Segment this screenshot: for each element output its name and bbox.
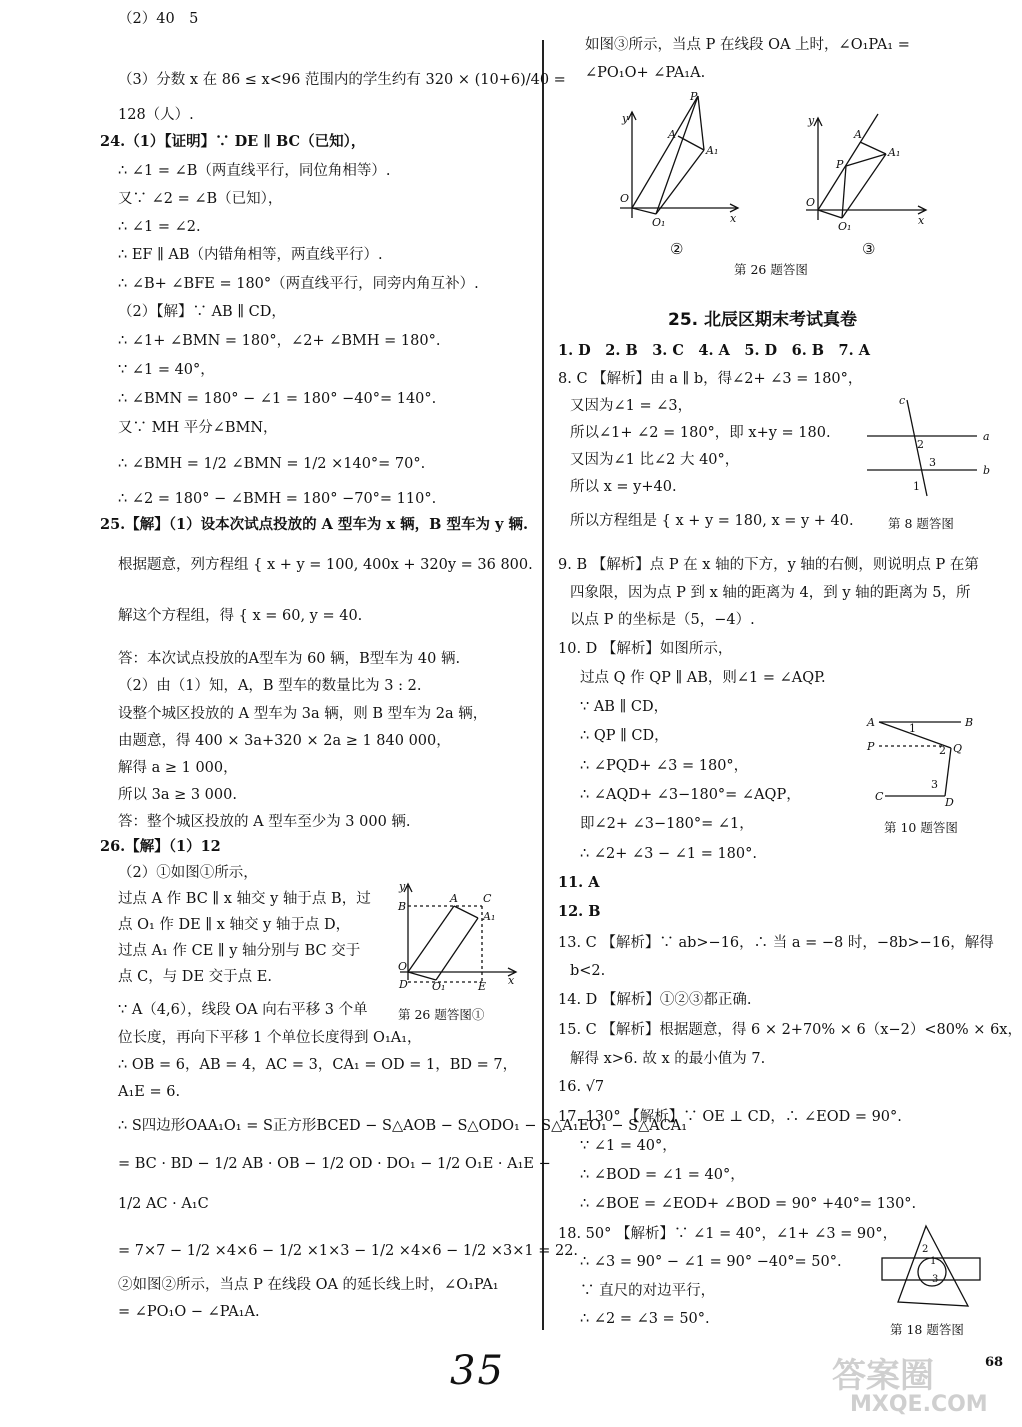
line: 1/2 AC · A₁C <box>118 1196 209 1212</box>
fig26-1-diagram <box>390 880 520 992</box>
svg-text:y: y <box>399 880 406 893</box>
q24-heading: 24.（1）【证明】∵ DE ∥ BC（已知）， <box>100 133 366 150</box>
line: 以点 P 的坐标是（5，−4）. <box>570 612 755 628</box>
line: ∴ ∠2 = ∠3 = 50°. <box>580 1311 710 1327</box>
svg-text:3: 3 <box>932 1274 939 1285</box>
line: 13. C 【解析】∵ ab>−16，∴ 当 a = −8 时，−8b>−16，解得 <box>558 935 994 951</box>
line: ∴ ∠2+ ∠3 − ∠1 = 180°. <box>580 846 757 862</box>
svg-text:P: P <box>690 90 698 103</box>
handwritten-page-number: 35 <box>450 1348 505 1394</box>
svg-text:x: x <box>508 974 515 987</box>
svg-text:C: C <box>483 892 492 905</box>
svg-text:B: B <box>398 900 407 913</box>
svg-text:O: O <box>398 960 408 973</box>
line: 所以∠1+ ∠2 = 180°，即 x+y = 180. <box>570 425 831 441</box>
line: 10. D 【解析】如图所示， <box>558 641 733 657</box>
line: ∠PO₁O+ ∠PA₁A. <box>585 65 706 81</box>
line: 四象限，因为点 P 到 x 轴的距离为 4，到 y 轴的距离为 5，所 <box>570 585 971 601</box>
line: 过点 A 作 BC ∥ x 轴交 y 轴于点 B，过 <box>118 891 371 907</box>
line: 解得 a ≥ 1 000， <box>118 760 238 776</box>
line: = BC · BD − 1/2 AB · OB − 1/2 OD · DO₁ − 1/2 O₁E · A₁E − <box>118 1156 551 1172</box>
svg-text:A: A <box>450 892 458 905</box>
line: ∴ S四边形OAA₁O₁ = S正方形BCED − S△AOB − S△ODO₁ − S△A₁EO₁ − S△ACA₁ <box>118 1118 688 1134</box>
line: ∵ 直尺的对边平行， <box>580 1283 716 1299</box>
line: （2）由（1）知，A，B 型车的数量比为 3 : 2. <box>118 678 422 694</box>
line: 18. 50° 【解析】∵ ∠1 = 40°，∠1+ ∠3 = 90°， <box>558 1226 898 1242</box>
line: 根据题意，列方程组 { x + y = 100, 400x + 320y = 36 800. <box>118 557 533 573</box>
svg-text:E: E <box>478 980 487 993</box>
line: 位长度，再向下平移 1 个单位长度得到 O₁A₁， <box>118 1030 422 1046</box>
line: 解这个方程组，得 { x = 60, y = 40. <box>118 608 363 624</box>
line: 8. C 【解析】由 a ∥ b，得∠2+ ∠3 = 180°， <box>558 371 863 387</box>
section-title: 25. 北辰区期末考试真卷 <box>668 310 858 330</box>
line: 又∵ ∠2 = ∠B（已知）， <box>118 191 283 207</box>
line: 又因为∠1 = ∠3， <box>570 398 693 414</box>
line: 16. √7 <box>558 1079 605 1095</box>
line: ∴ ∠1 = ∠B（两直线平行，同位角相等）. <box>118 163 391 179</box>
line: 过点 A₁ 作 CE ∥ y 轴分别与 BC 交于 <box>118 943 361 959</box>
line: （2）①如图①所示， <box>118 865 258 881</box>
line: 17. 130° 【解析】∵ OE ⊥ CD，∴ ∠EOD = 90°. <box>558 1109 902 1125</box>
line: 12. B <box>558 903 601 920</box>
line: ∴ ∠AQD+ ∠3−180°= ∠AQP， <box>580 787 801 803</box>
fig26-2-label: ② <box>670 240 684 258</box>
q26-heading: 26.【解】（1）12 <box>100 838 221 855</box>
line: ∵ A（4,6），线段 OA 向右平移 3 个单 <box>118 1002 368 1018</box>
line: 设整个城区投放的 A 型车为 3a 辆，则 B 型车为 2a 辆， <box>118 706 488 722</box>
svg-text:a: a <box>983 430 990 443</box>
line: 答：整个城区投放的 A 型车至少为 3 000 辆. <box>118 814 411 830</box>
line: ∵ AB ∥ CD， <box>580 699 669 715</box>
line: 解得 x>6. 故 x 的最小值为 7. <box>570 1051 766 1067</box>
svg-text:b: b <box>983 464 991 477</box>
line: 128（人）. <box>118 107 194 123</box>
svg-text:2: 2 <box>922 1244 929 1255</box>
line: A₁E = 6. <box>118 1084 181 1100</box>
line: = ∠PO₁O − ∠PA₁A. <box>118 1304 260 1320</box>
line: ∵ ∠1 = 40°， <box>118 362 215 378</box>
line: ∴ OB = 6，AB = 4，AC = 3，CA₁ = OD = 1，BD = 7， <box>118 1057 518 1073</box>
svg-text:O₁: O₁ <box>432 980 446 993</box>
svg-text:O: O <box>806 196 816 209</box>
svg-text:2: 2 <box>939 744 946 757</box>
line: 点 C，与 DE 交于点 E. <box>118 969 272 985</box>
line: ∴ EF ∥ AB（内错角相等，两直线平行）. <box>118 247 383 263</box>
svg-text:C: C <box>875 790 884 803</box>
svg-text:3: 3 <box>929 456 936 469</box>
svg-text:O₁: O₁ <box>652 216 666 229</box>
svg-text:3: 3 <box>931 778 938 791</box>
line: 15. C 【解析】根据题意，得 6 × 2+70% × 6（x−2）<80% × 6x， <box>558 1022 1022 1038</box>
svg-text:2: 2 <box>917 438 924 451</box>
svg-text:y: y <box>622 112 629 125</box>
line: （2）40 5 <box>118 11 199 27</box>
svg-text:O₁: O₁ <box>838 220 852 233</box>
line: ∴ ∠2 = 180° − ∠BMH = 180° −70°= 110°. <box>118 491 437 507</box>
fig26-3-diagram <box>802 110 932 238</box>
line: ∴ ∠B+ ∠BFE = 180°（两直线平行，同旁内角互补）. <box>118 276 479 292</box>
line: ∴ ∠BMH = 1/2 ∠BMN = 1/2 ×140°= 70°. <box>118 456 426 472</box>
line: ∴ QP ∥ CD， <box>580 728 669 744</box>
line: b<2. <box>570 963 606 979</box>
line: ∴ ∠3 = 90° − ∠1 = 90° −40°= 50°. <box>580 1254 842 1270</box>
fig10-caption: 第 10 题答图 <box>884 820 958 835</box>
line: 所以 3a ≥ 3 000. <box>118 787 237 803</box>
line: 即∠2+ ∠3−180°= ∠1， <box>580 816 754 832</box>
fig26-3-label: ③ <box>862 240 876 258</box>
line: 如图③所示，当点 P 在线段 OA 上时，∠O₁PA₁ = <box>585 37 910 53</box>
fig8-caption: 第 8 题答图 <box>888 516 954 531</box>
line: 又因为∠1 比∠2 大 40°， <box>570 452 740 468</box>
fig26-caption: 第 26 题答图 <box>734 262 808 277</box>
line: （2）【解】∵ AB ∥ CD， <box>118 304 286 320</box>
svg-text:c: c <box>899 394 906 407</box>
svg-text:x: x <box>730 212 737 225</box>
line: ∵ ∠1 = 40°， <box>580 1138 677 1154</box>
fig26-2-diagram <box>612 88 752 238</box>
svg-text:Q: Q <box>953 742 963 755</box>
fig18-caption: 第 18 题答图 <box>890 1322 964 1337</box>
line: ∴ ∠BOE = ∠EOD+ ∠BOD = 90° +40°= 130°. <box>580 1196 917 1212</box>
line: （3）分数 x 在 86 ≤ x<96 范围内的学生约有 320 × (10+6)/40 = <box>118 72 566 88</box>
svg-text:A₁: A₁ <box>706 144 719 157</box>
line: 点 O₁ 作 DE ∥ x 轴交 y 轴于点 D， <box>118 917 351 933</box>
svg-text:A: A <box>867 716 875 729</box>
line: 由题意，得 400 × 3a+320 × 2a ≥ 1 840 000， <box>118 733 451 749</box>
line: 14. D 【解析】①②③都正确. <box>558 992 752 1008</box>
fig26-1-caption: 第 26 题答图① <box>398 1007 485 1022</box>
column-divider <box>542 40 544 1330</box>
line: 所以方程组是 { x + y = 180, x = y + 40. <box>570 513 854 529</box>
svg-text:A: A <box>668 128 676 141</box>
svg-text:y: y <box>808 114 815 127</box>
svg-text:A: A <box>854 128 862 141</box>
line: 过点 Q 作 QP ∥ AB，则∠1 = ∠AQP. <box>580 670 826 686</box>
line: = 7×7 − 1/2 ×4×6 − 1/2 ×1×3 − 1/2 ×4×6 − 1/2 ×3×1 = 22. <box>118 1243 579 1259</box>
watermark-url: MXQE.COM <box>850 1392 988 1417</box>
q25-heading: 25.【解】（1）设本次试点投放的 A 型车为 x 辆，B 型车为 y 辆. <box>100 516 529 533</box>
line: ∴ ∠BOD = ∠1 = 40°， <box>580 1167 745 1183</box>
line: ∴ ∠1 = ∠2. <box>118 219 201 235</box>
line: 9. B 【解析】点 P 在 x 轴的下方，y 轴的右侧，则说明点 P 在第 <box>558 557 979 573</box>
line: ∴ ∠PQD+ ∠3 = 180°， <box>580 758 749 774</box>
svg-text:A₁: A₁ <box>483 910 496 923</box>
page-number: 68 <box>985 1355 1004 1370</box>
svg-text:1: 1 <box>930 1256 937 1267</box>
line: 11. A <box>558 874 600 891</box>
svg-text:O: O <box>620 192 630 205</box>
fig10-diagram <box>865 708 995 808</box>
svg-text:x: x <box>918 214 925 227</box>
line: ∴ ∠BMN = 180° − ∠1 = 180° −40°= 140°. <box>118 391 437 407</box>
fig8-diagram <box>865 392 995 504</box>
svg-text:D: D <box>399 978 408 991</box>
line: 又∵ MH 平分∠BMN， <box>118 420 278 436</box>
answers-1-7: 1. D 2. B 3. C 4. A 5. D 6. B 7. A <box>558 342 870 359</box>
svg-text:A₁: A₁ <box>888 146 901 159</box>
line: ②如图②所示，当点 P 在线段 OA 的延长线上时，∠O₁PA₁ <box>118 1277 499 1293</box>
fig18-diagram <box>878 1222 990 1312</box>
svg-text:B: B <box>965 716 974 729</box>
line: 答：本次试点投放的A型车为 60 辆，B型车为 40 辆. <box>118 651 461 667</box>
line: ∴ ∠1+ ∠BMN = 180°，∠2+ ∠BMH = 180°. <box>118 333 441 349</box>
svg-text:D: D <box>945 796 954 809</box>
svg-text:P: P <box>867 740 875 753</box>
watermark-logo: 答案圈 <box>832 1356 934 1396</box>
svg-text:P: P <box>836 158 844 171</box>
line: 所以 x = y+40. <box>570 479 677 495</box>
svg-text:1: 1 <box>913 480 920 493</box>
svg-text:1: 1 <box>909 722 916 735</box>
